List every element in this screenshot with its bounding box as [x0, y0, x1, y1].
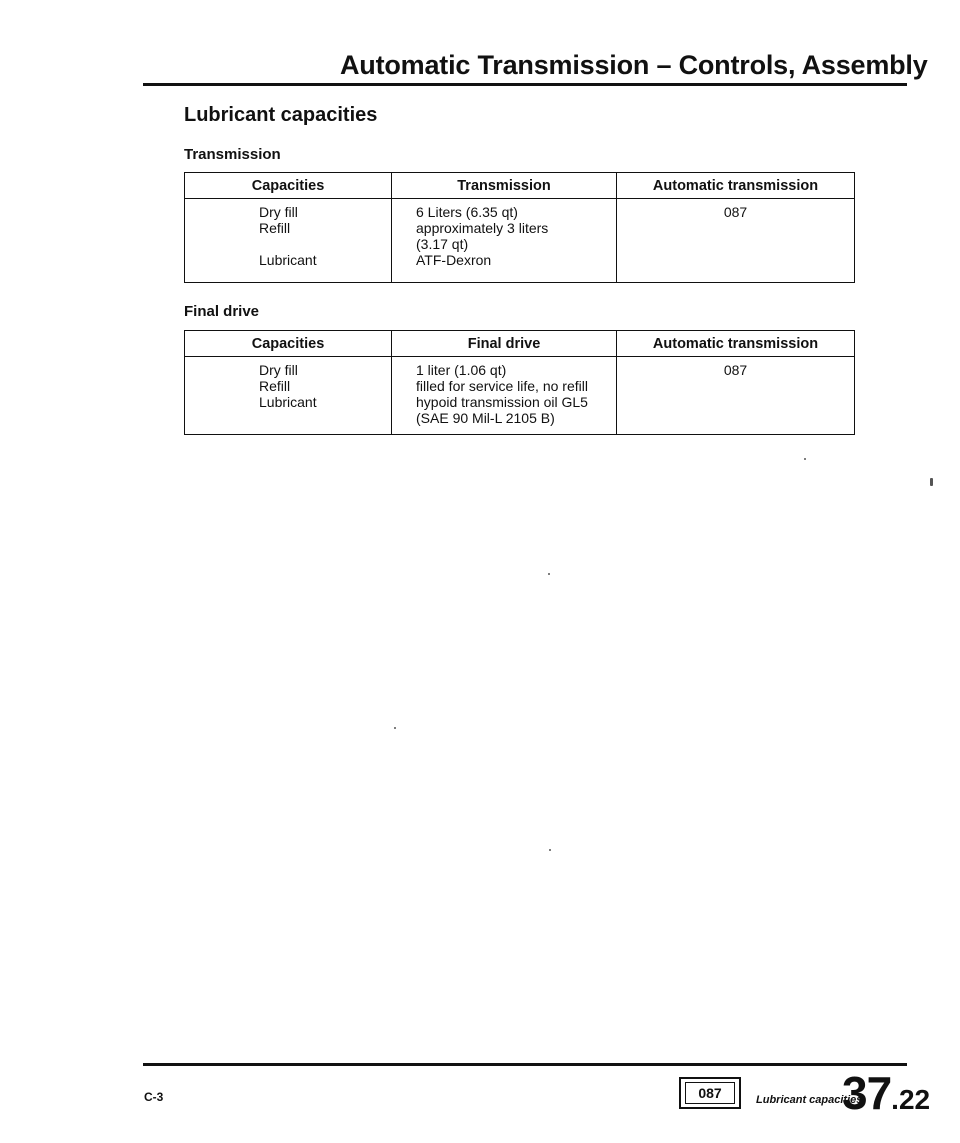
header-automatic-transmission: Automatic transmission — [617, 331, 855, 357]
table-header-row — [185, 173, 855, 199]
transmission-subtitle: Transmission — [184, 146, 281, 163]
list-item: Refill — [259, 220, 291, 236]
page-code: C-3 — [144, 1090, 164, 1104]
final-drive-subtitle: Final drive — [184, 303, 260, 320]
scan-speck — [804, 458, 806, 460]
page-number-main: 37 — [842, 1067, 892, 1119]
capacities-cell — [185, 199, 392, 283]
list-item: (3.17 qt) — [416, 236, 469, 252]
header-automatic-transmission: Automatic transmission — [617, 173, 855, 199]
header-final-drive: Final drive — [392, 331, 617, 357]
header-transmission: Transmission — [392, 173, 617, 199]
list-item — [259, 236, 391, 252]
list-item: filled for service life, no refill — [416, 378, 588, 394]
automatic-transmission-cell — [617, 199, 855, 283]
transmission-table — [184, 172, 855, 283]
list-item: (SAE 90 Mil-L 2105 B) — [416, 410, 555, 426]
footer-rule — [143, 1063, 907, 1066]
scan-speck — [930, 478, 933, 486]
header-capacities: Capacities — [185, 331, 392, 357]
final-drive-cell — [392, 357, 617, 435]
page-title: Automatic Transmission – Controls, Assembly — [340, 50, 928, 80]
list-item: hypoid transmission oil GL5 — [416, 394, 588, 410]
scan-speck — [548, 573, 550, 575]
header-rule — [143, 83, 907, 86]
scan-speck — [394, 727, 396, 729]
table-row — [185, 199, 855, 283]
list-item: Dry fill — [259, 204, 298, 220]
section-title: Lubricant capacities — [184, 104, 378, 126]
list-item: 087 — [723, 362, 748, 378]
list-item: approximately 3 liters — [416, 220, 549, 236]
list-item: Dry fill — [259, 362, 298, 378]
page-number — [842, 1066, 930, 1120]
list-item: ATF-Dexron — [416, 252, 492, 268]
list-item: 087 — [723, 204, 748, 220]
list-item: Lubricant — [259, 252, 317, 268]
scan-speck — [549, 849, 551, 851]
list-item: 1 liter (1.06 qt) — [416, 362, 507, 378]
footer-label: Lubricant capacities — [756, 1094, 863, 1106]
model-code-box — [679, 1077, 741, 1109]
page-number-sub: .22 — [891, 1084, 931, 1115]
table-header-row — [185, 331, 855, 357]
list-item: 6 Liters (6.35 qt) — [416, 204, 518, 220]
model-code: 087 — [685, 1082, 735, 1104]
table-row — [185, 357, 855, 435]
header-capacities: Capacities — [185, 173, 392, 199]
list-item: Refill — [259, 378, 291, 394]
transmission-cell — [392, 199, 617, 283]
list-item: Lubricant — [259, 394, 317, 410]
final-drive-table — [184, 330, 855, 435]
automatic-transmission-cell — [617, 357, 855, 435]
capacities-cell — [185, 357, 392, 435]
